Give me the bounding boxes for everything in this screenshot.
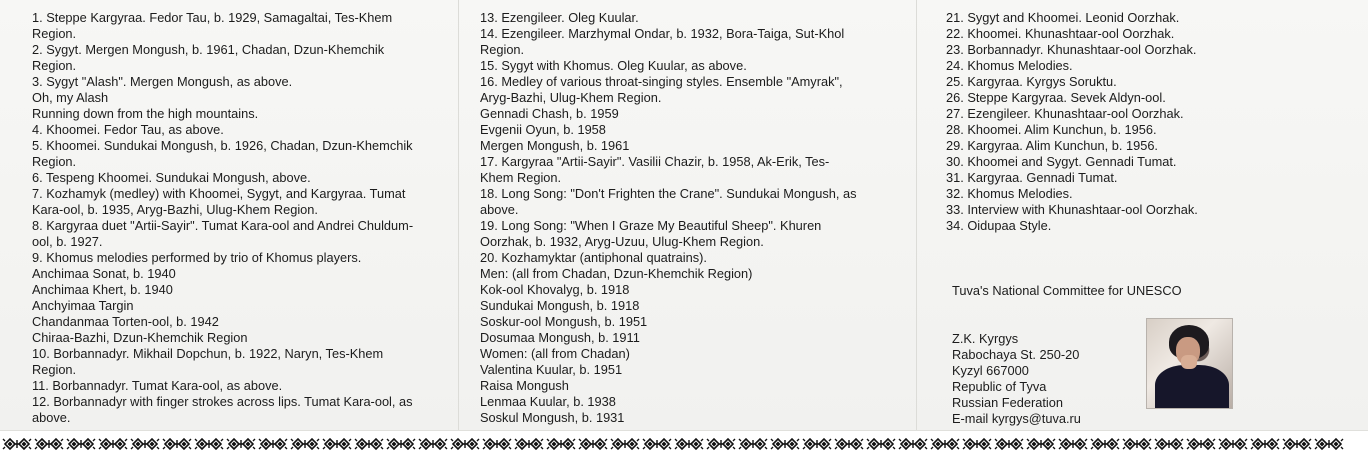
track-list-panel-2	[458, 0, 916, 430]
text-line: Region.	[480, 42, 525, 57]
text-line: Dosumaa Mongush, b. 1911	[480, 330, 640, 345]
portrait-photo	[1146, 318, 1233, 409]
text-line: Sundukai Mongush, b. 1918	[480, 298, 640, 313]
text-line: Region.	[32, 154, 77, 169]
text-line: Chiraa-Bazhi, Dzun-Khemchik Region	[32, 330, 248, 345]
tuvan-knot-ornament-icon	[322, 437, 352, 451]
text-line: 6. Tespeng Khoomei. Sundukai Mongush, above.	[32, 170, 311, 185]
text-line: 17. Kargyraa "Artii-Sayir". Vasilii Chazir, b. 1958, Ak-Erik, Tes-	[480, 154, 830, 169]
text-line: Soskul Mongush, b. 1931	[480, 410, 625, 425]
text-line: Region.	[32, 362, 77, 377]
tuvan-knot-ornament-icon	[1090, 437, 1120, 451]
tuvan-knot-ornament-icon	[354, 437, 384, 451]
tuvan-knot-ornament-icon	[802, 437, 832, 451]
text-line: Evgenii Oyun, b. 1958	[480, 122, 606, 137]
committee-name: Tuva's National Committee for UNESCO	[952, 283, 1182, 298]
tuvan-knot-ornament-icon	[738, 437, 768, 451]
text-line: 33. Interview with Khunashtaar-ool Oorzhak.	[946, 202, 1198, 217]
text-line: Lenmaa Kuular, b. 1938	[480, 394, 616, 409]
tuvan-knot-ornament-icon	[98, 437, 128, 451]
text-line: Running down from the high mountains.	[32, 106, 259, 121]
tuvan-knot-ornament-icon	[1154, 437, 1184, 451]
text-line: Anchimaa Khert, b. 1940	[32, 282, 173, 297]
tuvan-knot-ornament-icon	[1250, 437, 1280, 451]
text-line: 13. Ezengileer. Oleg Kuular.	[480, 10, 639, 25]
text-line: 3. Sygyt "Alash". Mergen Mongush, as above.	[32, 74, 293, 89]
address-name: Z.K. Kyrgys	[952, 331, 1019, 346]
text-line: 24. Khomus Melodies.	[946, 58, 1073, 73]
text-line: Kok-ool Khovalyg, b. 1918	[480, 282, 630, 297]
tuvan-knot-ornament-icon	[866, 437, 896, 451]
tuvan-knot-ornament-icon	[610, 437, 640, 451]
tuvan-knot-ornament-icon	[34, 437, 64, 451]
tuvan-knot-ornament-icon	[194, 437, 224, 451]
text-line: 21. Sygyt and Khoomei. Leonid Oorzhak.	[946, 10, 1180, 25]
tuvan-knot-ornament-icon	[1026, 437, 1056, 451]
ornamental-border	[0, 430, 1368, 457]
track-list-panel-1	[0, 0, 458, 430]
address-republic: Republic of Tyva	[952, 379, 1047, 394]
text-line: 22. Khoomei. Khunashtaar-ool Oorzhak.	[946, 26, 1175, 41]
tuvan-knot-ornament-icon	[642, 437, 672, 451]
tuvan-knot-ornament-icon	[898, 437, 928, 451]
text-line: 30. Khoomei and Sygyt. Gennadi Tumat.	[946, 154, 1177, 169]
text-line: Region.	[32, 26, 77, 41]
text-line: 9. Khomus melodies performed by trio of Khomus players.	[32, 250, 362, 265]
tuvan-knot-ornament-icon	[386, 437, 416, 451]
tuvan-knot-ornament-icon	[290, 437, 320, 451]
address-country: Russian Federation	[952, 395, 1063, 410]
tuvan-knot-ornament-icon	[482, 437, 512, 451]
text-line: above.	[32, 410, 71, 425]
tuvan-knot-ornament-icon	[578, 437, 608, 451]
text-line: Chandanmaa Torten-ool, b. 1942	[32, 314, 219, 329]
text-line: Gennadi Chash, b. 1959	[480, 106, 619, 121]
tuvan-knot-ornament-icon	[1314, 437, 1344, 451]
email-link[interactable]: E-mail kyrgys@tuva.ru	[952, 411, 1081, 426]
tuvan-knot-ornament-icon	[226, 437, 256, 451]
text-line: Valentina Kuular, b. 1951	[480, 362, 623, 377]
text-line: 14. Ezengileer. Marzhymal Ondar, b. 1932, Bora-Taiga, Sut-Khol	[480, 26, 845, 41]
tuvan-knot-ornament-icon	[514, 437, 544, 451]
address-city: Kyzyl 667000	[952, 363, 1029, 378]
tuvan-knot-ornament-icon	[930, 437, 960, 451]
tuvan-knot-ornament-icon	[66, 437, 96, 451]
tuvan-knot-ornament-icon	[162, 437, 192, 451]
address-street: Rabochaya St. 250-20	[952, 347, 1080, 362]
text-line: Oh, my Alash	[32, 90, 109, 105]
tuvan-knot-ornament-icon	[450, 437, 480, 451]
tuvan-knot-ornament-icon	[1122, 437, 1152, 451]
tuvan-knot-ornament-icon	[770, 437, 800, 451]
text-line: Kara-ool, b. 1935, Aryg-Bazhi, Ulug-Khem Region.	[32, 202, 318, 217]
text-line: 15. Sygyt with Khomus. Oleg Kuular, as above.	[480, 58, 747, 73]
text-line: 25. Kargyraa. Kyrgys Soruktu.	[946, 74, 1117, 89]
tuvan-knot-ornament-icon	[418, 437, 448, 451]
photo-figure-body	[1155, 365, 1229, 409]
tuvan-knot-ornament-icon	[1282, 437, 1312, 451]
text-line: Anchyimaa Targin	[32, 298, 134, 313]
tuvan-knot-ornament-icon	[1186, 437, 1216, 451]
tuvan-knot-ornament-icon	[674, 437, 704, 451]
text-line: Mergen Mongush, b. 1961	[480, 138, 630, 153]
track-list-panel-3	[916, 0, 1368, 430]
text-line: 32. Khomus Melodies.	[946, 186, 1073, 201]
text-line: 19. Long Song: "When I Graze My Beautiful Sheep". Khuren	[480, 218, 822, 233]
text-line: Oorzhak, b. 1932, Aryg-Uzuu, Ulug-Khem Region.	[480, 234, 764, 249]
text-line: 26. Steppe Kargyraa. Sevek Aldyn-ool.	[946, 90, 1166, 105]
text-line: Raisa Mongush	[480, 378, 569, 393]
text-line: 23. Borbannadyr. Khunashtaar-ool Oorzhak.	[946, 42, 1197, 57]
text-line: 10. Borbannadyr. Mikhail Dopchun, b. 1922, Naryn, Tes-Khem	[32, 346, 384, 361]
text-line: Women: (all from Chadan)	[480, 346, 630, 361]
text-line: ool, b. 1927.	[32, 234, 103, 249]
text-line: Men: (all from Chadan, Dzun-Khemchik Region)	[480, 266, 753, 281]
text-line: 28. Khoomei. Alim Kunchun, b. 1956.	[946, 122, 1157, 137]
tuvan-knot-ornament-icon	[258, 437, 288, 451]
text-line: Soskur-ool Mongush, b. 1951	[480, 314, 648, 329]
tuvan-knot-ornament-icon	[130, 437, 160, 451]
text-line: 34. Oidupaa Style.	[946, 218, 1052, 233]
text-line: 20. Kozhamyktar (antiphonal quatrains).	[480, 250, 707, 265]
tuvan-knot-ornament-icon	[962, 437, 992, 451]
tuvan-knot-ornament-icon	[834, 437, 864, 451]
tuvan-knot-ornament-icon	[1058, 437, 1088, 451]
text-line: 27. Ezengileer. Khunashtaar-ool Oorzhak.	[946, 106, 1184, 121]
text-line: 31. Kargyraa. Gennadi Tumat.	[946, 170, 1118, 185]
tuvan-knot-ornament-icon	[546, 437, 576, 451]
text-line: above.	[480, 202, 519, 217]
tuvan-knot-ornament-icon	[994, 437, 1024, 451]
text-line: Anchimaa Sonat, b. 1940	[32, 266, 176, 281]
tuvan-knot-ornament-icon	[2, 437, 32, 451]
text-line: Aryg-Bazhi, Ulug-Khem Region.	[480, 90, 662, 105]
text-line: 16. Medley of various throat-singing styles. Ensemble "Amyrak",	[480, 74, 843, 89]
photo-figure-hands	[1181, 355, 1197, 369]
text-line: 2. Sygyt. Mergen Mongush, b. 1961, Chadan, Dzun-Khemchik	[32, 42, 385, 57]
text-line: 8. Kargyraa duet "Artii-Sayir". Tumat Kara-ool and Andrei Chuldum-	[32, 218, 414, 233]
text-line: 7. Kozhamyk (medley) with Khoomei, Sygyt, and Kargyraa. Tumat	[32, 186, 406, 201]
text-line: 11. Borbannadyr. Tumat Kara-ool, as above.	[32, 378, 283, 393]
text-line: 29. Kargyraa. Alim Kunchun, b. 1956.	[946, 138, 1158, 153]
tuvan-knot-ornament-icon	[1218, 437, 1248, 451]
text-line: 1. Steppe Kargyraa. Fedor Tau, b. 1929, Samagaltai, Tes-Khem	[32, 10, 393, 25]
tuvan-knot-ornament-icon	[706, 437, 736, 451]
text-line: Region.	[32, 58, 77, 73]
text-line: 5. Khoomei. Sundukai Mongush, b. 1926, Chadan, Dzun-Khemchik	[32, 138, 413, 153]
text-line: Khem Region.	[480, 170, 562, 185]
contact-address	[952, 331, 1081, 427]
text-line: 4. Khoomei. Fedor Tau, as above.	[32, 122, 224, 137]
text-line: 18. Long Song: "Don't Frighten the Crane". Sundukai Mongush, as	[480, 186, 857, 201]
text-line: 12. Borbannadyr with finger strokes across lips. Tumat Kara-ool, as	[32, 394, 413, 409]
